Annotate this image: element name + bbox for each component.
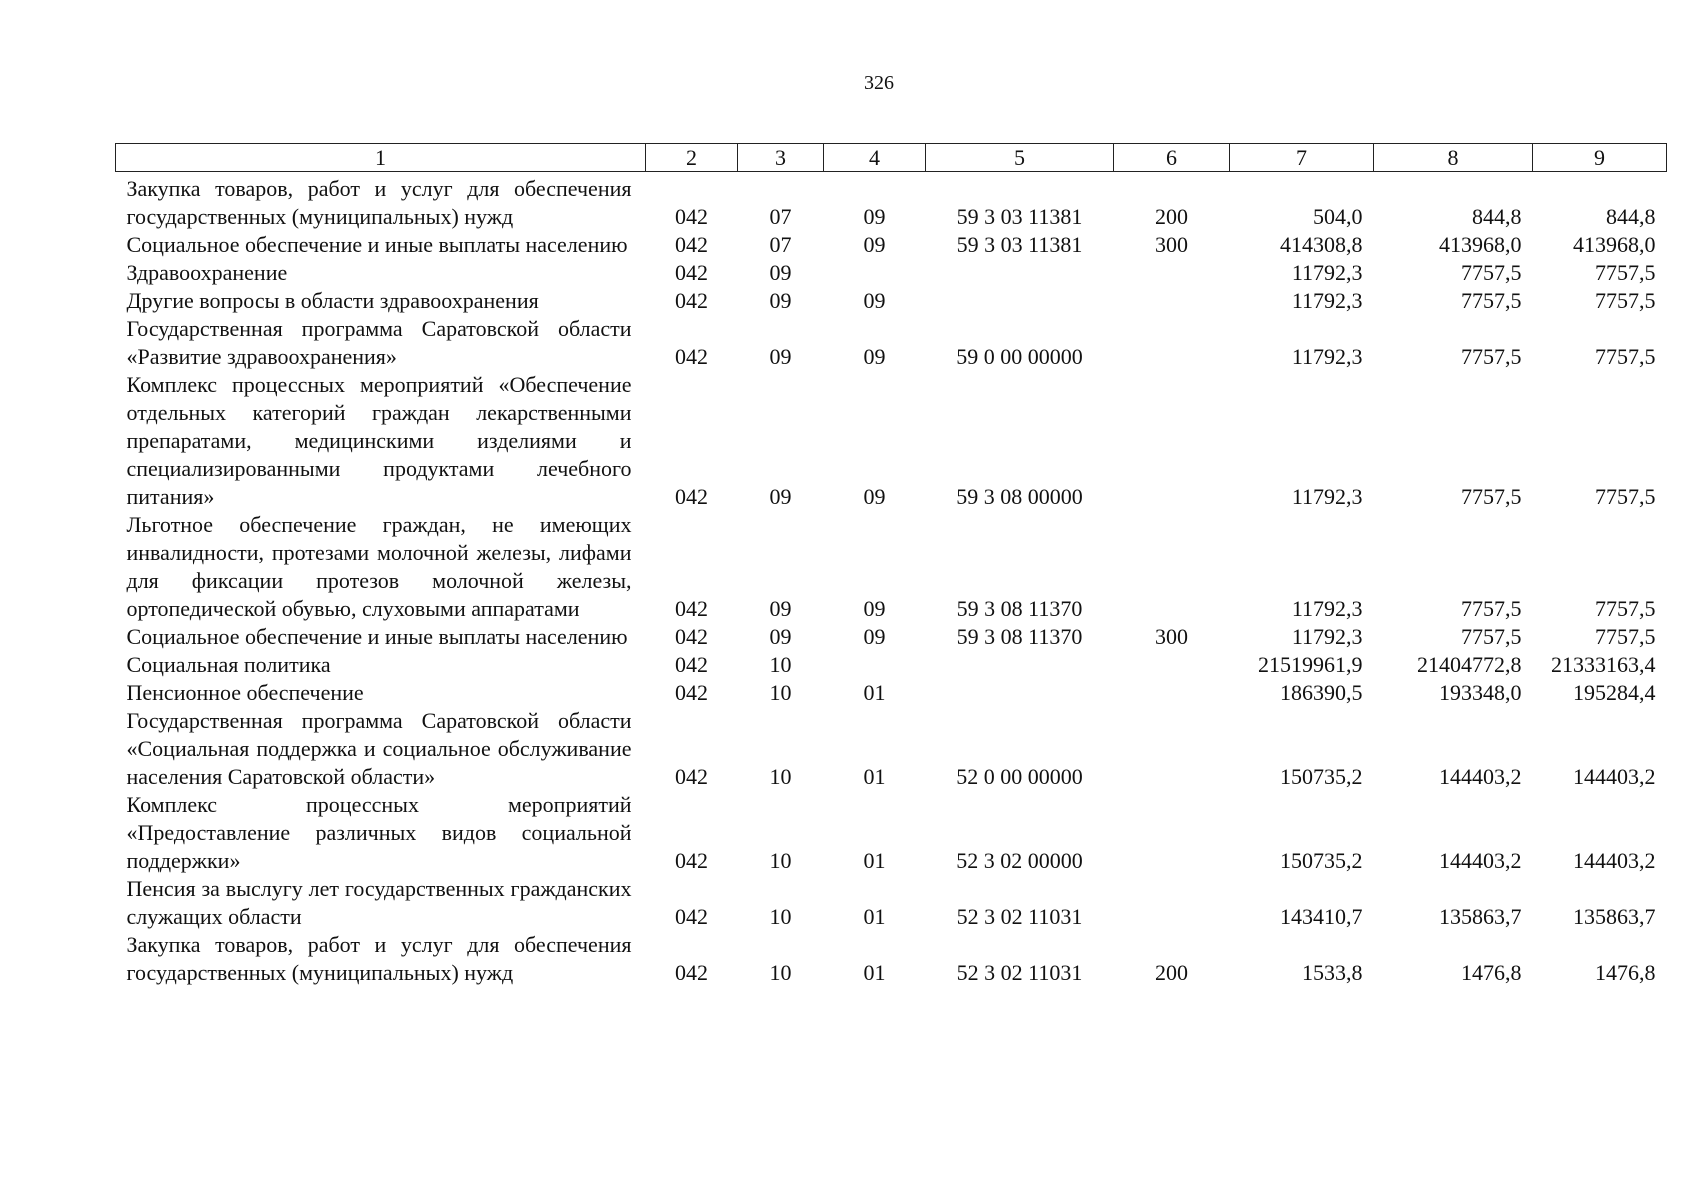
amount-year3-cell: 7757,5 [1595, 288, 1656, 313]
target-article-cell [926, 651, 1114, 679]
table-row [116, 651, 1667, 679]
subsection-code-cell: 01 [863, 848, 886, 873]
section-code-cell: 10 [769, 960, 792, 985]
amount-year2-cell: 21404772,8 [1417, 652, 1522, 677]
section-code-cell: 10 [769, 680, 792, 705]
table-row [116, 511, 1667, 623]
section-code-cell: 07 [769, 204, 792, 229]
subsection-code-cell: 09 [863, 232, 886, 257]
column-header: 8 [1374, 144, 1533, 172]
row-name-cell: Закупка товаров, работ и услуг для обеспечения государственных (муниципальных) нужд [126, 932, 632, 985]
row-name-cell: Льготное обеспечение граждан, не имеющих инвалидности, протезами молочной железы, лифами для фиксации протезов молочной железы, ортопедической обувью, слуховыми аппаратами [126, 512, 632, 621]
amount-year1-cell: 11792,3 [1291, 344, 1363, 369]
target-article-cell: 52 3 02 00000 [956, 848, 1083, 873]
grbs-code-cell: 042 [675, 848, 708, 873]
subsection-code-cell [824, 651, 926, 679]
row-name-cell: Социальное обеспечение и иные выплаты населению [126, 232, 628, 257]
expense-type-cell [1114, 315, 1230, 371]
column-header: 6 [1114, 144, 1230, 172]
grbs-code-cell: 042 [675, 204, 708, 229]
row-name-cell: Государственная программа Саратовской области «Социальная поддержка и социальное обслуживание населения Саратовской области» [126, 708, 632, 789]
subsection-code-cell: 09 [863, 288, 886, 313]
amount-year2-cell: 7757,5 [1461, 484, 1522, 509]
table-row [116, 371, 1667, 511]
row-name-cell: Социальное обеспечение и иные выплаты населению [126, 624, 628, 649]
expense-type-cell [1114, 875, 1230, 931]
amount-year2-cell: 844,8 [1472, 204, 1522, 229]
table-body [116, 172, 1667, 988]
expense-type-cell: 200 [1155, 204, 1188, 229]
expense-type-cell [1114, 679, 1230, 707]
subsection-code-cell: 01 [863, 680, 886, 705]
amount-year2-cell: 7757,5 [1461, 344, 1522, 369]
section-code-cell: 10 [769, 848, 792, 873]
grbs-code-cell: 042 [675, 624, 708, 649]
subsection-code-cell: 01 [863, 960, 886, 985]
amount-year3-cell: 195284,4 [1573, 680, 1656, 705]
column-header: 3 [738, 144, 824, 172]
amount-year1-cell: 504,0 [1313, 204, 1363, 229]
column-header: 1 [116, 144, 646, 172]
expense-type-cell: 300 [1155, 624, 1188, 649]
table-row [116, 707, 1667, 791]
table-row [116, 679, 1667, 707]
amount-year1-cell: 186390,5 [1280, 680, 1363, 705]
grbs-code-cell: 042 [675, 904, 708, 929]
amount-year3-cell: 7757,5 [1595, 260, 1656, 285]
table-row [116, 172, 1667, 232]
amount-year2-cell: 7757,5 [1461, 288, 1522, 313]
grbs-code-cell: 042 [675, 288, 708, 313]
amount-year1-cell: 1533,8 [1302, 960, 1363, 985]
amount-year3-cell: 7757,5 [1595, 344, 1656, 369]
grbs-code-cell: 042 [675, 232, 708, 257]
table-row [116, 259, 1667, 287]
amount-year2-cell: 135863,7 [1439, 904, 1522, 929]
row-name-cell: Пенсионное обеспечение [126, 680, 364, 705]
amount-year2-cell: 144403,2 [1439, 764, 1522, 789]
expense-type-cell [1114, 791, 1230, 875]
target-article-cell: 52 3 02 11031 [956, 960, 1083, 985]
table-row [116, 931, 1667, 987]
expense-type-cell [1114, 287, 1230, 315]
amount-year1-cell: 11792,3 [1291, 596, 1363, 621]
amount-year1-cell: 414308,8 [1280, 232, 1363, 257]
amount-year3-cell: 413968,0 [1573, 232, 1656, 257]
amount-year2-cell: 193348,0 [1439, 680, 1522, 705]
amount-year3-cell: 7757,5 [1595, 596, 1656, 621]
amount-year2-cell: 7757,5 [1461, 624, 1522, 649]
amount-year3-cell: 844,8 [1606, 204, 1656, 229]
subsection-code-cell: 09 [863, 484, 886, 509]
target-article-cell: 52 3 02 11031 [956, 904, 1083, 929]
grbs-code-cell: 042 [675, 344, 708, 369]
column-header: 2 [646, 144, 738, 172]
section-code-cell: 09 [769, 288, 792, 313]
budget-table [115, 143, 1667, 987]
target-article-cell: 59 3 03 11381 [956, 204, 1083, 229]
grbs-code-cell: 042 [675, 596, 708, 621]
column-header: 5 [926, 144, 1114, 172]
target-article-cell: 59 3 03 11381 [956, 232, 1083, 257]
section-code-cell: 09 [769, 344, 792, 369]
row-name-cell: Комплекс процессных мероприятий «Предоставление различных видов социальной поддержки» [126, 792, 632, 873]
expense-type-cell: 300 [1155, 232, 1188, 257]
subsection-code-cell: 09 [863, 596, 886, 621]
target-article-cell [926, 287, 1114, 315]
amount-year1-cell: 150735,2 [1280, 764, 1363, 789]
amount-year2-cell: 144403,2 [1439, 848, 1522, 873]
table-row [116, 315, 1667, 371]
table-row [116, 791, 1667, 875]
amount-year3-cell: 1476,8 [1595, 960, 1656, 985]
page-number: 326 [864, 72, 894, 94]
amount-year3-cell: 7757,5 [1595, 624, 1656, 649]
subsection-code-cell: 09 [863, 624, 886, 649]
grbs-code-cell: 042 [675, 764, 708, 789]
amount-year3-cell: 144403,2 [1573, 764, 1656, 789]
row-name-cell: Здравоохранение [126, 260, 288, 285]
target-article-cell [926, 679, 1114, 707]
table-row [116, 231, 1667, 259]
subsection-code-cell: 09 [863, 204, 886, 229]
section-code-cell: 07 [769, 232, 792, 257]
expense-type-cell: 200 [1155, 960, 1188, 985]
grbs-code-cell: 042 [675, 652, 708, 677]
amount-year2-cell: 7757,5 [1461, 596, 1522, 621]
amount-year3-cell: 7757,5 [1595, 484, 1656, 509]
subsection-code-cell: 01 [863, 764, 886, 789]
amount-year2-cell: 7757,5 [1461, 260, 1522, 285]
expense-type-cell [1114, 651, 1230, 679]
grbs-code-cell: 042 [675, 260, 708, 285]
amount-year1-cell: 11792,3 [1291, 288, 1363, 313]
target-article-cell: 59 3 08 00000 [956, 484, 1083, 509]
target-article-cell: 59 3 08 11370 [956, 596, 1083, 621]
expense-type-cell [1114, 707, 1230, 791]
section-code-cell: 09 [769, 260, 792, 285]
amount-year3-cell: 144403,2 [1573, 848, 1656, 873]
grbs-code-cell: 042 [675, 484, 708, 509]
column-header: 7 [1230, 144, 1374, 172]
table-row [116, 287, 1667, 315]
subsection-code-cell [824, 259, 926, 287]
amount-year1-cell: 11792,3 [1291, 260, 1363, 285]
target-article-cell [926, 259, 1114, 287]
subsection-code-cell: 09 [863, 344, 886, 369]
table-row [116, 875, 1667, 931]
section-code-cell: 09 [769, 624, 792, 649]
row-name-cell: Государственная программа Саратовской области «Развитие здравоохранения» [126, 316, 632, 369]
target-article-cell: 59 3 08 11370 [956, 624, 1083, 649]
section-code-cell: 10 [769, 652, 792, 677]
amount-year3-cell: 21333163,4 [1551, 652, 1656, 677]
expense-type-cell [1114, 371, 1230, 511]
section-code-cell: 09 [769, 484, 792, 509]
row-name-cell: Пенсия за выслугу лет государственных гражданских служащих области [126, 876, 632, 929]
expense-type-cell [1114, 511, 1230, 623]
amount-year1-cell: 150735,2 [1280, 848, 1363, 873]
table-row [116, 623, 1667, 651]
column-header: 4 [824, 144, 926, 172]
section-code-cell: 09 [769, 596, 792, 621]
row-name-cell: Другие вопросы в области здравоохранения [126, 288, 539, 313]
target-article-cell: 59 0 00 00000 [956, 344, 1083, 369]
column-header: 9 [1533, 144, 1667, 172]
amount-year2-cell: 413968,0 [1439, 232, 1522, 257]
expense-type-cell [1114, 259, 1230, 287]
subsection-code-cell: 01 [863, 904, 886, 929]
row-name-cell: Социальная политика [126, 652, 331, 677]
target-article-cell: 52 0 00 00000 [956, 764, 1083, 789]
amount-year3-cell: 135863,7 [1573, 904, 1656, 929]
grbs-code-cell: 042 [675, 960, 708, 985]
amount-year1-cell: 11792,3 [1291, 624, 1363, 649]
amount-year1-cell: 21519961,9 [1258, 652, 1363, 677]
row-name-cell: Закупка товаров, работ и услуг для обеспечения государственных (муниципальных) нужд [126, 176, 632, 229]
section-code-cell: 10 [769, 764, 792, 789]
amount-year1-cell: 11792,3 [1291, 484, 1363, 509]
amount-year2-cell: 1476,8 [1461, 960, 1522, 985]
row-name-cell: Комплекс процессных мероприятий «Обеспечение отдельных категорий граждан лекарственными препаратами, медицинскими изделиями и специализированными продуктами лечебного питания» [126, 372, 632, 509]
amount-year1-cell: 143410,7 [1280, 904, 1363, 929]
section-code-cell: 10 [769, 904, 792, 929]
grbs-code-cell: 042 [675, 680, 708, 705]
table-header-row [116, 144, 1667, 172]
